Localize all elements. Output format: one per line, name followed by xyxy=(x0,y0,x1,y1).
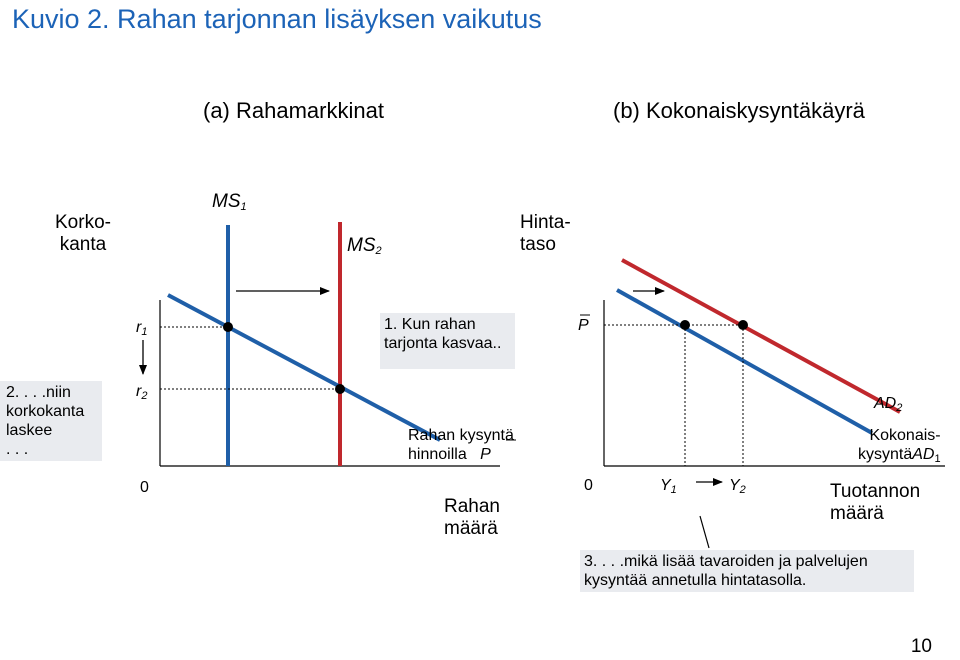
note-3: 3. . . .mikä lisää tavaroiden ja palvelujen kysyntää annetulla hintatasolla. xyxy=(580,550,914,592)
ad1-curve xyxy=(617,290,872,433)
panel-b-origin: 0 xyxy=(584,477,593,494)
ms2-label: $MS_2$ xyxy=(347,235,382,257)
page-number: 10 xyxy=(910,636,932,657)
ad1-label: Kokonais- kysyntäAD$_1$ xyxy=(858,427,941,465)
panel-b-heading: (b) Kokonaiskysyntäkäyrä xyxy=(613,98,865,123)
r2-label: $r_2$ xyxy=(136,383,148,402)
money-demand-label: Rahan kysyntä hinnoilla P xyxy=(408,427,514,463)
y2-label: $Y_2$ xyxy=(729,477,746,496)
note-1: 1. Kun rahan tarjonta kasvaa.. xyxy=(380,313,515,369)
note-3-pointer xyxy=(700,516,709,548)
ad-point-2 xyxy=(738,320,748,330)
ad2-curve xyxy=(622,260,900,412)
ad2-label: $AD_2$ xyxy=(874,395,903,414)
equilibrium-point-1 xyxy=(223,322,233,332)
equilibrium-point-2 xyxy=(335,384,345,394)
note-2: 2. . . .niin korkokanta laskee . . . xyxy=(0,381,102,461)
r1-label: $r_1$ xyxy=(136,319,148,338)
panel-b-x-axis-label: Tuotannon määrä xyxy=(830,481,921,524)
panel-a-x-axis-label: Rahan määrä xyxy=(444,496,500,539)
page-title: Kuvio 2. Rahan tarjonnan lisäyksen vaikutus xyxy=(12,4,542,34)
panel-a-origin: 0 xyxy=(140,479,149,496)
panel-a-y-axis-label: Korko- kanta xyxy=(55,212,111,255)
ad-point-1 xyxy=(680,320,690,330)
panel-b-y-axis-label: Hinta- taso xyxy=(520,212,571,255)
ms1-label: $MS_1$ xyxy=(212,191,247,213)
p-label: P xyxy=(578,317,589,334)
y1-label: $Y_1$ xyxy=(660,477,677,496)
panel-a-heading: (a) Rahamarkkinat xyxy=(203,98,384,123)
